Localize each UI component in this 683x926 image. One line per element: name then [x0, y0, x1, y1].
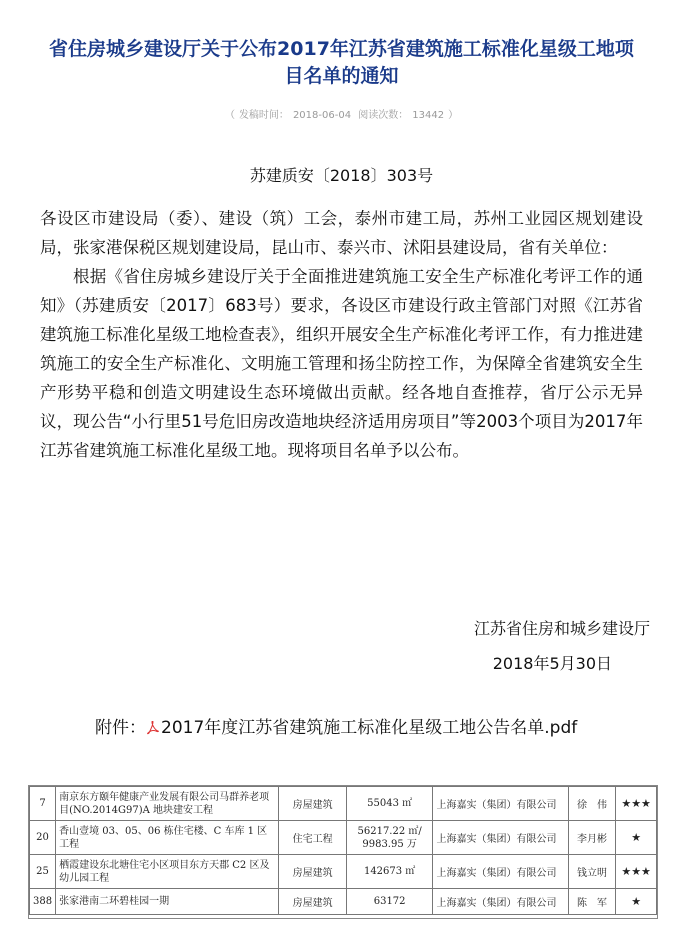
company-name: 上海嘉实（集团）有限公司: [433, 855, 568, 889]
project-name: 栖霞建设东北塘住宅小区项目东方天郡 C2 区及幼儿园工程: [56, 855, 279, 889]
project-type: 房屋建筑: [279, 855, 346, 889]
article-meta: [0, 106, 683, 121]
area-value: 63172: [373, 896, 406, 907]
star-rating: ★: [616, 889, 657, 915]
row-number: 7: [30, 787, 56, 821]
table-row: [30, 855, 657, 889]
salutation: 各设区市建设局（委）、建设（筑）工会，泰州市建工局，苏州工业园区规划建设局，张家港保税区规划建设局，昆山市、泰兴市、沭阳县建设局，省有关单位：: [40, 209, 643, 257]
project-area: [346, 821, 433, 855]
project-type: 住宅工程: [279, 821, 346, 855]
attachment-label: 附件：: [95, 718, 146, 738]
document-body: [40, 204, 643, 465]
page-title: 省住房城乡建设厅关于公布2017年江苏省建筑施工标准化星级工地项目名单的通知: [49, 38, 634, 87]
star-rating: ★★★: [616, 787, 657, 821]
project-table: [28, 785, 658, 919]
row-number: 20: [30, 821, 56, 855]
area-value-2: 9983.95 万: [362, 838, 417, 850]
project-type: 房屋建筑: [279, 787, 346, 821]
publish-label: 发稿时间：: [238, 110, 289, 121]
area-value: 56217.22 ㎡/: [357, 825, 422, 837]
table-row: [30, 821, 657, 855]
star-rating: ★: [616, 821, 657, 855]
publish-date: 2018-06-04: [292, 110, 352, 121]
project-type: 房屋建筑: [279, 889, 346, 915]
row-number: 388: [30, 889, 56, 915]
project-area: [346, 787, 433, 821]
project-manager: 陈 军: [568, 889, 616, 915]
project-manager: 钱立明: [568, 855, 616, 889]
area-value: 142673 ㎡: [363, 866, 416, 877]
project-area: [346, 889, 433, 915]
company-name: 上海嘉实（集团）有限公司: [433, 889, 568, 915]
sign-date: 2018年5月30日: [492, 654, 612, 673]
views-label: 阅读次数：: [358, 110, 409, 121]
doc-number: 苏建质安〔2018〕303号: [249, 166, 434, 185]
table-row: [30, 889, 657, 915]
meta-close-paren: ）: [448, 110, 459, 121]
table-row: [30, 787, 657, 821]
attachment: [95, 713, 577, 738]
project-name: 张家港南二环碧桂园一期: [56, 889, 279, 915]
meta-open-paren: （: [224, 110, 235, 121]
company-name: 上海嘉实（集团）有限公司: [433, 821, 568, 855]
project-manager: 徐 伟: [568, 787, 616, 821]
project-manager: 李月彬: [568, 821, 616, 855]
row-number: 25: [30, 855, 56, 889]
issuer: 江苏省住房和城乡建设厅: [473, 619, 650, 638]
project-name: 香山壹境 03、05、06 栋住宅楼、C 车库 1 区工程: [56, 821, 279, 855]
views-count: 13442: [412, 110, 445, 121]
attachment-link[interactable]: 2017年度江苏省建筑施工标准化星级工地公告名单.pdf: [161, 718, 578, 738]
project-area: [346, 855, 433, 889]
area-value: 55043 ㎡: [367, 798, 413, 809]
pdf-icon: [147, 720, 159, 734]
project-name: 南京东方颐年健康产业发展有限公司马群养老项目(NO.2014G97)A 地块建安工程: [56, 787, 279, 821]
company-name: 上海嘉实（集团）有限公司: [433, 787, 568, 821]
star-rating: ★★★: [616, 855, 657, 889]
main-paragraph: 根据《省住房城乡建设厅关于全面推进建筑施工安全生产标准化考评工作的通知》（苏建质安〔2017〕683号）要求，各设区市建设行政主管部门对照《江苏省建筑施工标准化星级工地检查表》，组织开展安全生产标准化考评工作，有力推进建筑施工的安全生产标准化、文明施工管理和扬尘防控工作，为保障全省建筑安全生产形势平稳和创造文明建设生态环境做出贡献。经各地自查推荐，省厅公示无异议，现公告“小行里51号危旧房改造地块经济适用房项目”等2003个项目为2017年江苏省建筑施工标准化星级工地。现将项目名单予以公布。: [40, 267, 643, 460]
